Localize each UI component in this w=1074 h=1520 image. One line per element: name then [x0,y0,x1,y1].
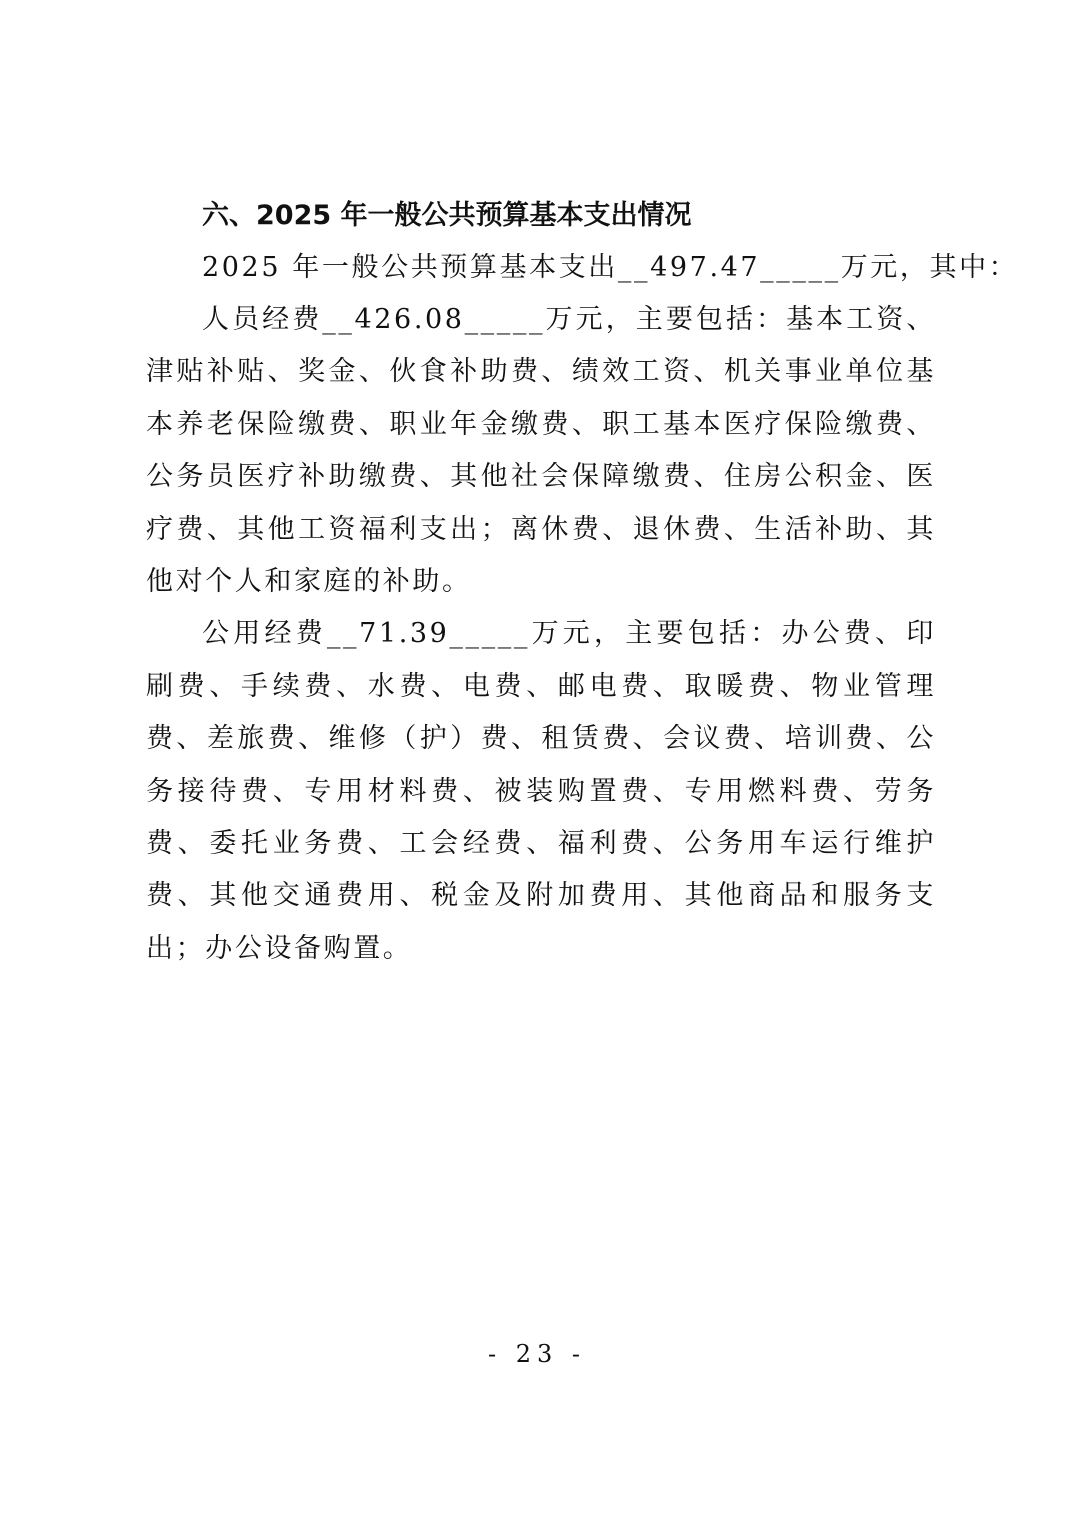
summary-prefix: 2025 年一般公共预算基本支出 [202,252,618,283]
document-body [146,190,1019,975]
summary-line [146,242,1019,294]
personnel-expense-paragraph [146,294,936,608]
page-number: - 23 - [487,1340,586,1368]
public-expense-paragraph [146,608,936,975]
section-heading: 六、2025 年一般公共预算基本支出情况 [202,200,692,231]
summary-amount: __497.47_____ [617,252,841,283]
personnel-expense-amount: __426.08_____ [322,304,546,335]
summary-suffix: 万元，其中： [840,252,1019,283]
personnel-expense-details: 万元，主要包括：基本工资、津贴补贴、奖金、伙食补助费、绩效工资、机关事业单位基本养老保险缴费、职业年金缴费、职工基本医疗保险缴费、公务员医疗补助缴费、其他社会保障缴费、住房公积金、医疗费、其他工资福利支出；离休费、退休费、生活补助、其他对个人和家庭的补助。 [146,304,936,598]
public-expense-details: 万元，主要包括：办公费、印刷费、手续费、水费、电费、邮电费、取暖费、物业管理费、差旅费、维修（护）费、租赁费、会议费、培训费、公务接待费、专用材料费、被装购置费、专用燃料费、劳务费、委托业务费、工会经费、福利费、公务用车运行维护费、其他交通费用、税金及附加费用、其他商品和服务支出；办公设备购置。 [146,618,936,964]
public-expense-amount: __71.39_____ [326,618,530,650]
public-expense-label: 公用经费 [202,618,327,650]
personnel-expense-label: 人员经费 [202,304,323,335]
